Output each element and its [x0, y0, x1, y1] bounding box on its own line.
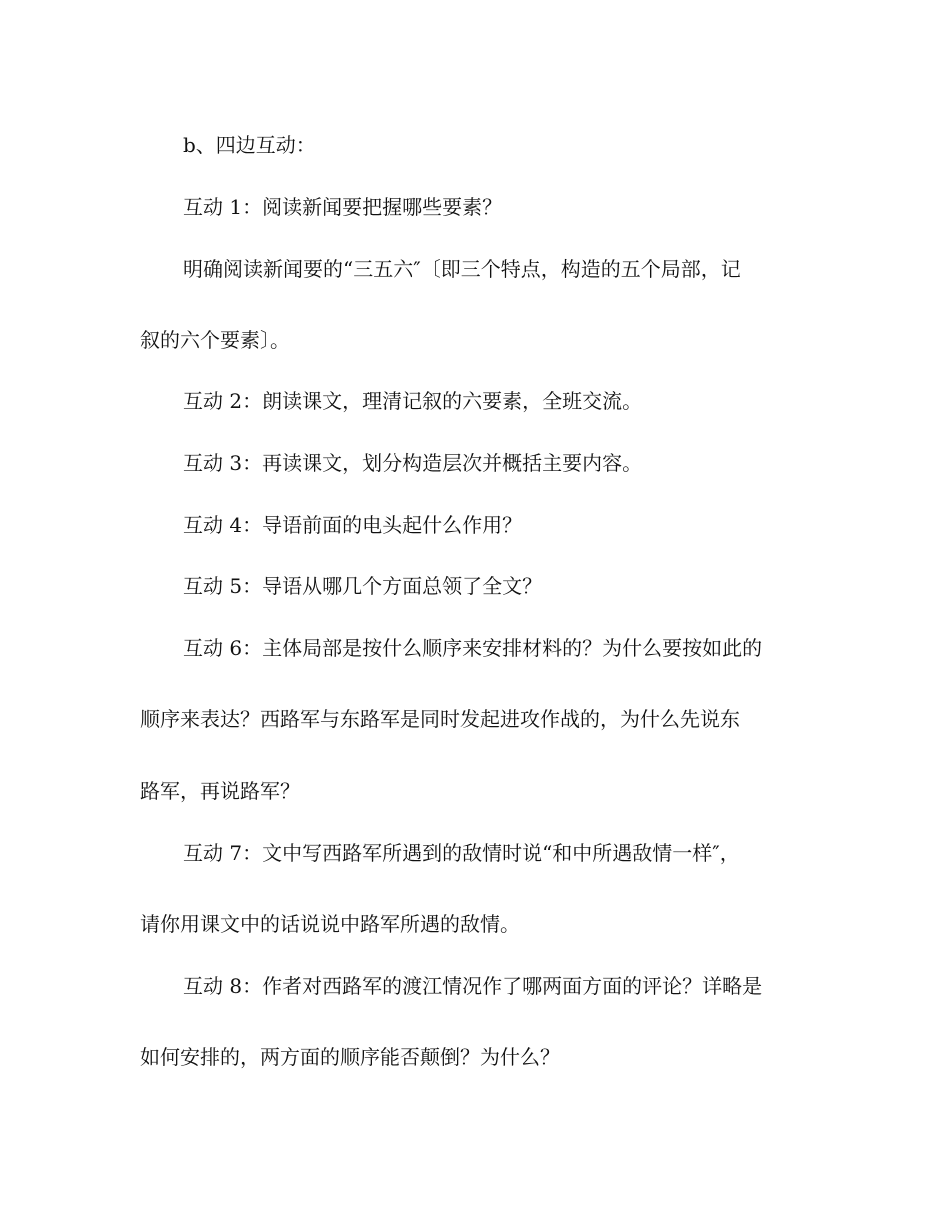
paragraph-line: 互动 1：阅读新闻要把握哪些要素？ [183, 195, 503, 219]
paragraph-line: 顺序来表达？西路军与东路军是同时发起进攻作战的，为什么先说东 [140, 707, 740, 731]
paragraph-line: 互动 4：导语前面的电头起什么作用？ [183, 513, 523, 537]
paragraph-line: 互动 5：导语从哪几个方面总领了全文？ [183, 574, 543, 598]
section-heading: b、四边互动： [183, 133, 316, 157]
paragraph-line: 请你用课文中的话说说中路军所遇的敌情。 [140, 912, 520, 936]
paragraph-line: 明确阅读新闻要的“三五六″〔即三个特点，构造的五个局部，记 [183, 257, 741, 281]
paragraph-line: 互动 3：再读课文，划分构造层次并概括主要内容。 [183, 451, 643, 475]
paragraph-line: 互动 8：作者对西路军的渡江情况作了哪两面方面的评论？详略是 [183, 974, 763, 998]
paragraph-line: 路军，再说路军？ [140, 779, 300, 803]
paragraph-line: 互动 7：文中写西路军所遇到的敌情时说“和中所遇敌情一样″， [183, 841, 740, 865]
paragraph-line: 互动 6：主体局部是按什么顺序来安排材料的？为什么要按如此的 [183, 636, 763, 660]
paragraph-line: 如何安排的，两方面的顺序能否颠倒？为什么？ [140, 1045, 560, 1069]
paragraph-line: 互动 2：朗读课文，理清记叙的六要素，全班交流。 [183, 389, 643, 413]
paragraph-line: 叙的六个要素〕。 [140, 328, 290, 352]
